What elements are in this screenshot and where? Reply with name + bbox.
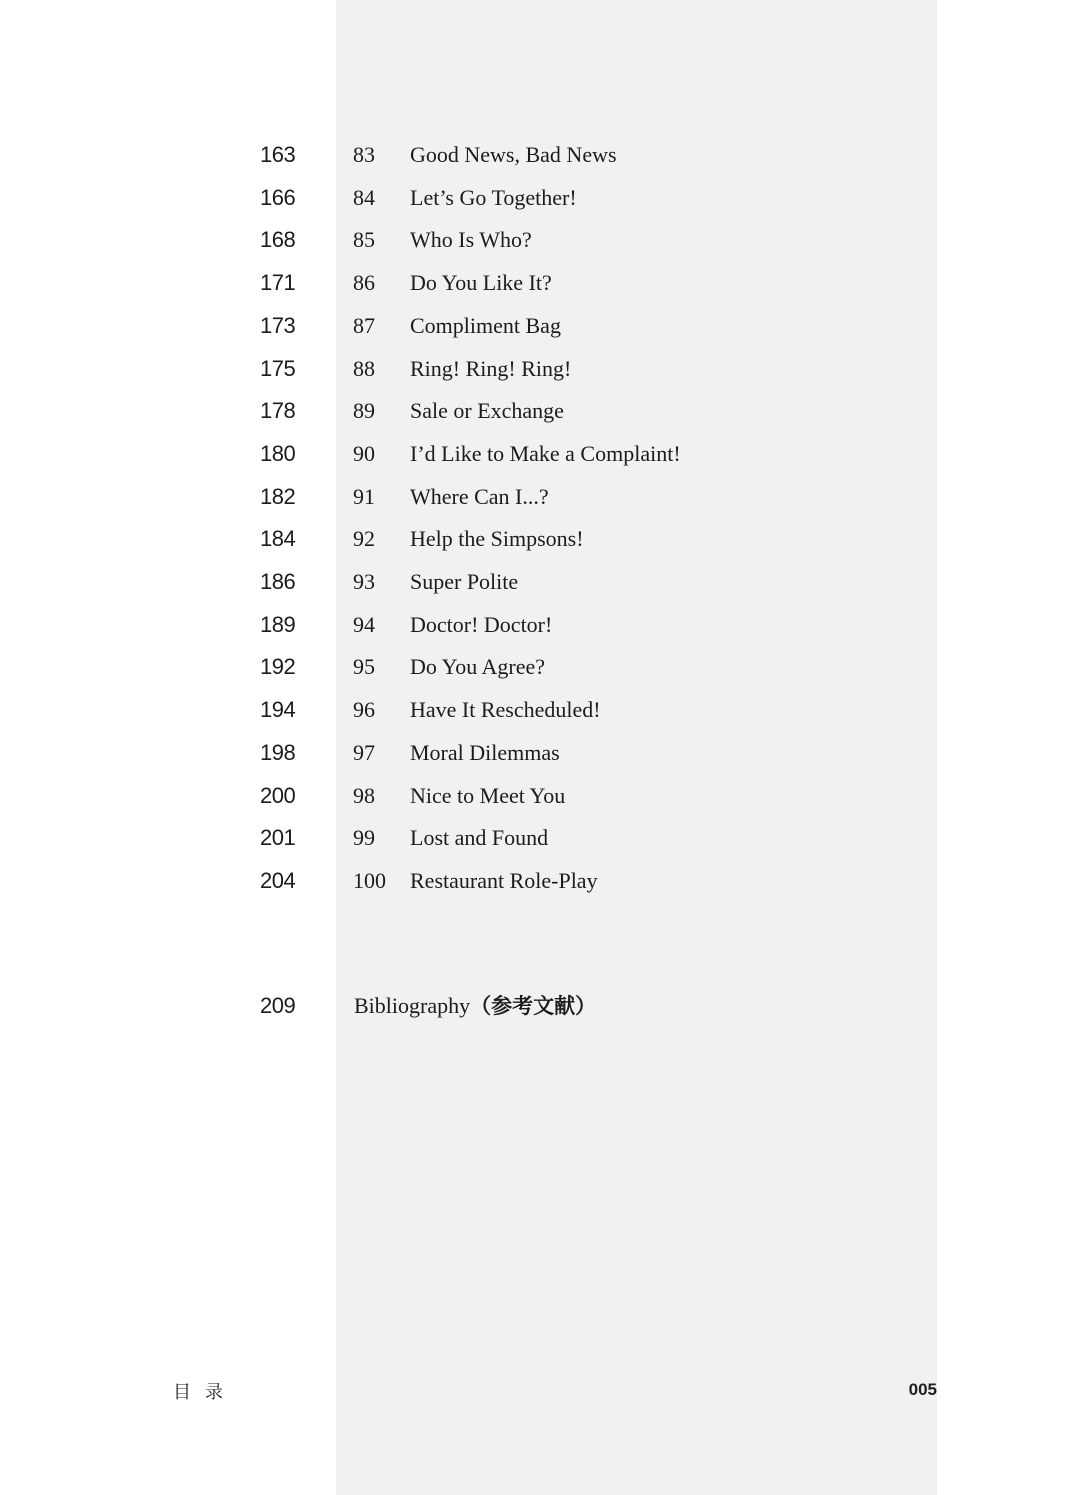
toc-unit-title: Let’s Go Together!	[410, 184, 577, 210]
toc-unit-title: Sale or Exchange	[410, 398, 564, 424]
toc-unit-title: Moral Dilemmas	[410, 739, 560, 765]
footer-page-number: 005	[908, 1380, 937, 1399]
toc-row[interactable]	[0, 735, 1080, 771]
toc-title-bibliography	[354, 988, 596, 1024]
toc-unit-number: 92	[353, 526, 375, 552]
toc-page-number: 175	[260, 355, 296, 381]
toc-page-number: 178	[260, 398, 296, 424]
toc-unit-title: Good News, Bad News	[410, 142, 617, 167]
toc-unit-number: 93	[353, 569, 375, 594]
toc-row-bibliography[interactable]	[0, 988, 1080, 1024]
toc-unit-title: Do You Agree?	[410, 654, 546, 680]
toc-page-number: 171	[260, 270, 296, 296]
toc-unit-number: 88	[353, 355, 375, 381]
toc-unit-title: Where Can I...?	[410, 483, 549, 509]
toc-row[interactable]	[0, 222, 1080, 258]
toc-page-number: 166	[260, 184, 296, 210]
toc-unit-title: Who Is Who?	[410, 227, 532, 253]
toc-unit-number: 84	[353, 184, 375, 210]
toc-page-number: 209	[260, 993, 296, 1018]
toc-page-number: 163	[260, 142, 296, 167]
toc-unit-number: 94	[353, 611, 375, 637]
toc-unit-title: Restaurant Role-Play	[410, 867, 598, 893]
toc-unit-title: Super Polite	[410, 569, 519, 594]
bibliography-title: Bibliography	[354, 993, 471, 1018]
toc-unit-number: 87	[353, 312, 375, 338]
toc-row[interactable]	[0, 607, 1080, 643]
toc-page-number: 180	[260, 440, 296, 466]
toc-unit-number: 89	[353, 398, 375, 424]
toc-unit-number: 86	[353, 270, 375, 296]
toc-row[interactable]	[0, 180, 1080, 216]
toc-row[interactable]	[0, 521, 1080, 557]
toc-unit-number: 90	[353, 440, 375, 466]
toc-row[interactable]	[0, 564, 1080, 600]
toc-unit-title: Lost and Found	[410, 825, 549, 851]
toc-page-number: 168	[260, 227, 296, 253]
toc-page-number: 194	[260, 697, 296, 723]
toc-row[interactable]	[0, 778, 1080, 814]
footer-section-label: 目录	[173, 1382, 237, 1403]
toc-page-number: 184	[260, 526, 296, 552]
toc-row[interactable]	[0, 351, 1080, 387]
toc-unit-title: I’d Like to Make a Complaint!	[410, 440, 681, 466]
toc-row[interactable]	[0, 649, 1080, 685]
toc-unit-title: Compliment Bag	[410, 312, 561, 338]
toc-row[interactable]	[0, 393, 1080, 429]
toc-unit-title: Doctor! Doctor!	[410, 611, 553, 637]
bibliography-title-chinese: （参考文献）	[470, 994, 597, 1018]
toc-unit-number: 95	[353, 654, 375, 680]
toc-row[interactable]	[0, 479, 1080, 515]
toc-row[interactable]	[0, 137, 1080, 173]
toc-page-number: 182	[260, 483, 296, 509]
toc-unit-title: Help the Simpsons!	[410, 526, 584, 552]
toc-page-number: 198	[260, 739, 296, 765]
toc-page-number: 201	[260, 825, 296, 851]
toc-unit-number: 96	[353, 697, 375, 723]
toc-unit-title: Have It Rescheduled!	[410, 697, 601, 723]
toc-unit-title: Nice to Meet You	[410, 782, 566, 808]
toc-unit-number: 99	[353, 825, 375, 851]
toc-page-number: 186	[260, 569, 296, 594]
toc-row[interactable]	[0, 436, 1080, 472]
toc-unit-number: 97	[353, 739, 375, 765]
toc-row[interactable]	[0, 820, 1080, 856]
toc-row[interactable]	[0, 692, 1080, 728]
toc-unit-title: Do You Like It?	[410, 270, 552, 296]
toc-page-number: 200	[260, 782, 296, 808]
toc-unit-title: Ring! Ring! Ring!	[410, 355, 572, 381]
toc-page-number: 192	[260, 654, 296, 680]
toc-unit-number: 100	[353, 867, 386, 893]
toc-row[interactable]	[0, 308, 1080, 344]
toc-page-number: 189	[260, 611, 296, 637]
toc-row[interactable]	[0, 863, 1080, 899]
toc-unit-number: 91	[353, 483, 375, 509]
toc-page-number: 204	[260, 867, 296, 893]
toc-page-number: 173	[260, 312, 296, 338]
toc-unit-number: 83	[353, 142, 375, 167]
toc-row[interactable]	[0, 265, 1080, 301]
toc-unit-number: 85	[353, 227, 375, 253]
toc-unit-number: 98	[353, 782, 375, 808]
